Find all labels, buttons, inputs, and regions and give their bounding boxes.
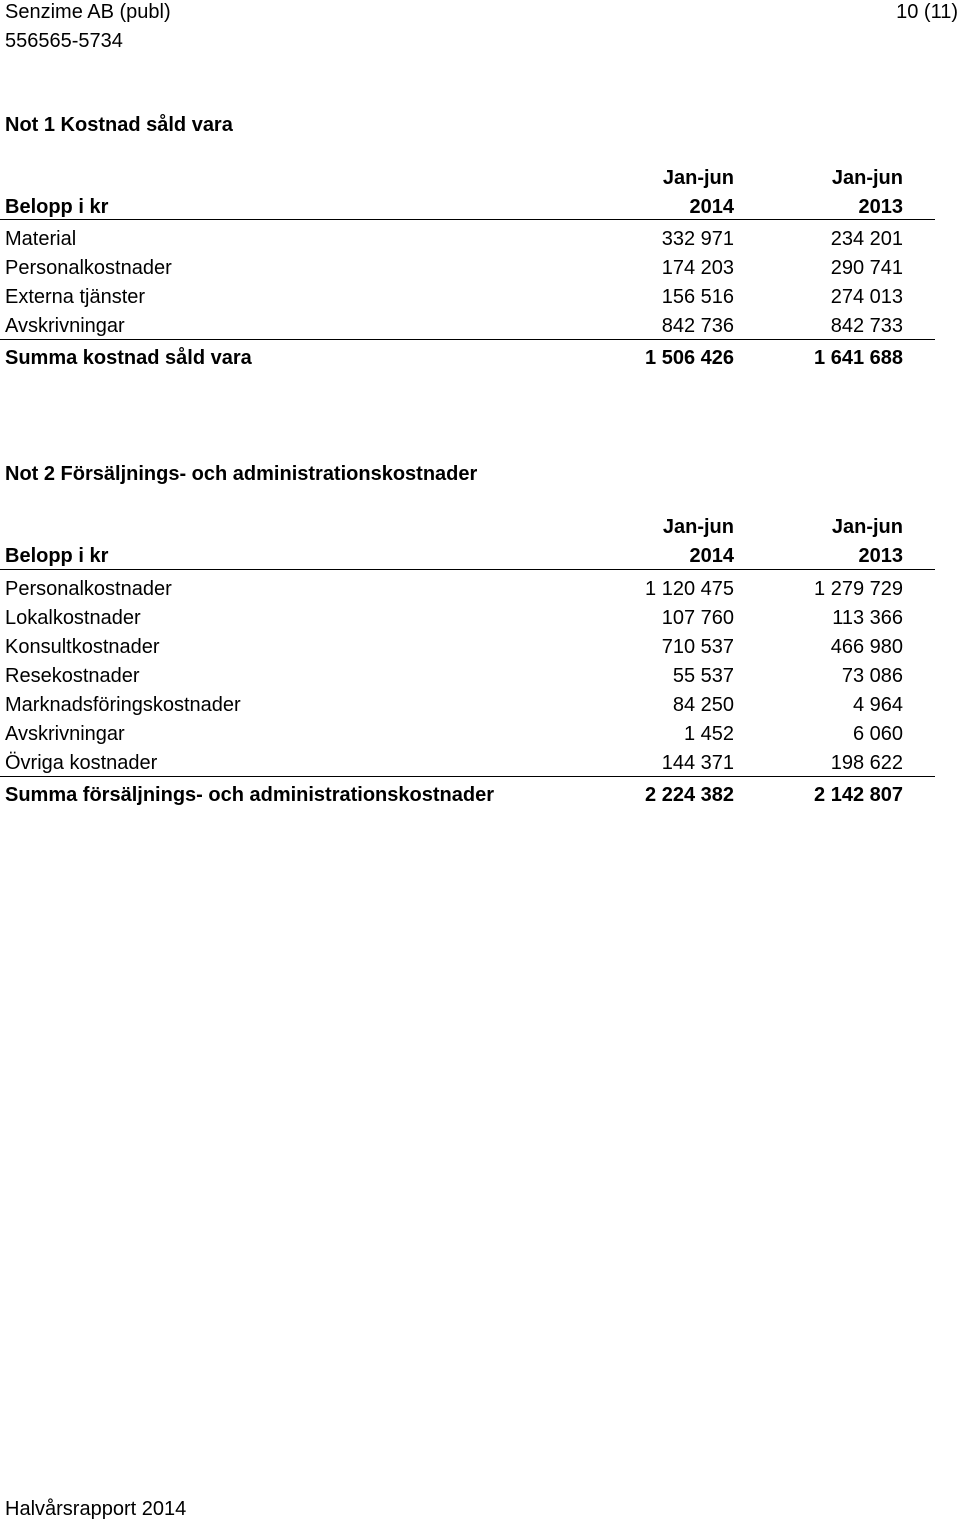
row-label: Personalkostnader xyxy=(5,257,172,279)
row-value-2014: 1 120 475 xyxy=(645,578,734,600)
note2-amount-label: Belopp i kr xyxy=(5,545,109,567)
total-value-2014: 1 506 426 xyxy=(645,347,734,369)
org-number: 556565-5734 xyxy=(5,30,123,52)
row-value-2014: 332 971 xyxy=(661,228,734,250)
row-value-2014: 144 371 xyxy=(661,752,734,774)
note2-year-2013: 2013 xyxy=(858,545,903,567)
row-label: Marknadsföringskostnader xyxy=(5,694,241,716)
row-value-2013: 234 201 xyxy=(830,228,903,250)
note1-header-rule xyxy=(0,219,935,220)
row-label: Material xyxy=(5,228,77,250)
row-value-2013: 274 013 xyxy=(830,286,903,308)
row-value-2014: 55 537 xyxy=(672,665,734,687)
row-label: Lokalkostnader xyxy=(5,607,141,629)
row-value-2013: 842 733 xyxy=(830,315,903,337)
row-label: Personalkostnader xyxy=(5,578,172,600)
note1-year-2013: 2013 xyxy=(858,196,903,218)
row-value-2014: 174 203 xyxy=(661,257,734,279)
note1-period-2014: Jan-jun xyxy=(662,167,734,189)
note2-period-2013: Jan-jun xyxy=(831,516,903,538)
total-label: Summa försäljnings- och administrationskostnader xyxy=(5,784,494,806)
note2-period-2014: Jan-jun xyxy=(662,516,734,538)
row-label: Övriga kostnader xyxy=(5,752,158,774)
total-value-2013: 2 142 807 xyxy=(814,784,903,806)
row-value-2013: 290 741 xyxy=(830,257,903,279)
row-value-2014: 84 250 xyxy=(672,694,734,716)
note1-title: Not 1 Kostnad såld vara xyxy=(5,114,233,136)
total-value-2014: 2 224 382 xyxy=(645,784,734,806)
row-value-2014: 107 760 xyxy=(661,607,734,629)
row-label: Konsultkostnader xyxy=(5,636,160,658)
note2-title: Not 2 Försäljnings- och administrationskostnader xyxy=(5,463,478,485)
note2-header-rule xyxy=(0,569,935,570)
row-label: Resekostnader xyxy=(5,665,140,687)
note2-total-rule xyxy=(0,776,935,777)
note1-period-2013: Jan-jun xyxy=(831,167,903,189)
total-value-2013: 1 641 688 xyxy=(814,347,903,369)
row-label: Externa tjänster xyxy=(5,286,146,308)
row-value-2013: 6 060 xyxy=(852,723,903,745)
page-number: 10 (11) xyxy=(896,1,958,23)
row-value-2014: 842 736 xyxy=(661,315,734,337)
row-value-2013: 1 279 729 xyxy=(814,578,903,600)
row-value-2013: 113 366 xyxy=(832,607,903,629)
note1-amount-label: Belopp i kr xyxy=(5,196,109,218)
row-value-2013: 4 964 xyxy=(852,694,903,716)
report-footer: Halvårsrapport 2014 xyxy=(5,1498,187,1520)
row-label: Avskrivningar xyxy=(5,315,125,337)
row-label: Avskrivningar xyxy=(5,723,125,745)
row-value-2014: 1 452 xyxy=(683,723,734,745)
total-label: Summa kostnad såld vara xyxy=(5,347,252,369)
note1-total-rule xyxy=(0,339,935,340)
row-value-2013: 466 980 xyxy=(830,636,903,658)
row-value-2013: 73 086 xyxy=(841,665,903,687)
row-value-2013: 198 622 xyxy=(830,752,903,774)
row-value-2014: 156 516 xyxy=(661,286,734,308)
note1-year-2014: 2014 xyxy=(689,196,734,218)
company-name: Senzime AB (publ) xyxy=(5,1,171,23)
row-value-2014: 710 537 xyxy=(661,636,734,658)
note2-year-2014: 2014 xyxy=(689,545,734,567)
